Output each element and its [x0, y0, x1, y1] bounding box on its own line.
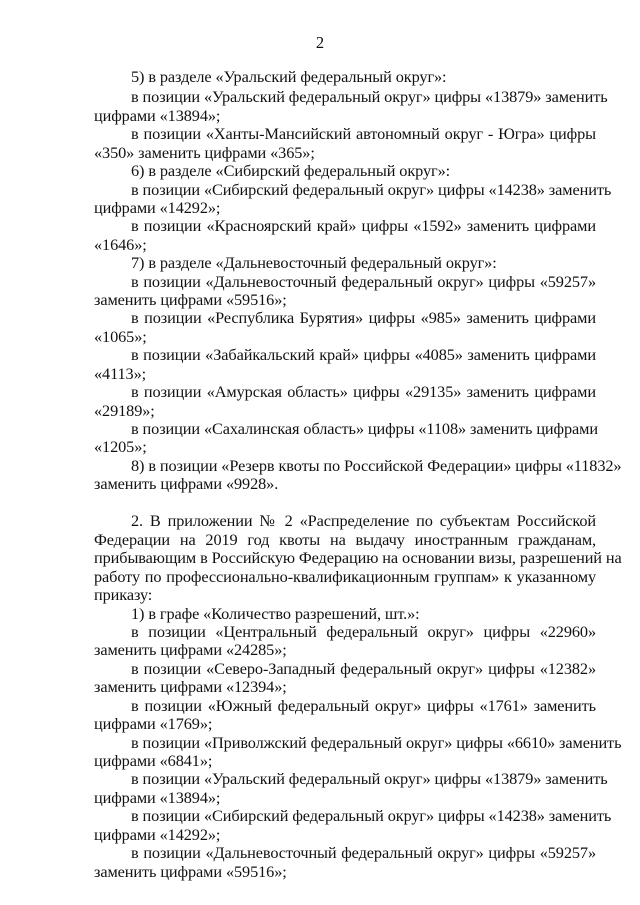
paragraph-line: в позиции «Сибирский федеральный округ» цифры «14238» заменить: [131, 806, 612, 825]
section-2-heading: 2. В приложении № 2 «Распределение по субъектам Российской: [131, 511, 596, 530]
paragraph-line: приказу:: [94, 585, 153, 604]
paragraph-line: в позиции «Республика Бурятия» цифры «985» заменить цифрами: [131, 308, 596, 327]
page-number: 2: [315, 33, 325, 52]
paragraph-line: цифрами «14292»;: [94, 825, 221, 844]
paragraph-line: «1205»;: [94, 437, 147, 456]
paragraph-line: в позиции «Центральный федеральный округ» цифры «22960»: [131, 622, 596, 641]
paragraph-line: в позиции «Дальневосточный федеральный округ» цифры «59257»: [131, 272, 596, 291]
paragraph-line: заменить цифрами «9928».: [94, 474, 279, 493]
paragraph-line: «29189»;: [94, 401, 155, 420]
paragraph-line: заменить цифрами «59516»;: [94, 862, 287, 881]
paragraph-line: в позиции «Красноярский край» цифры «1592» заменить цифрами: [131, 216, 596, 235]
paragraph-line: «4113»;: [94, 364, 147, 383]
paragraph-line: работу по профессионально-квалификационным группам» к указанному: [94, 567, 596, 586]
paragraph-line: в позиции «Сибирский федеральный округ» цифры «14238» заменить: [131, 180, 612, 199]
paragraph-line: в позиции «Забайкальский край» цифры «4085» заменить цифрами: [131, 345, 596, 364]
paragraph-line: в позиции «Уральский федеральный округ» цифры «13879» заменить: [131, 769, 608, 788]
paragraph-line: прибывающим в Российскую Федерацию на основании визы, разрешений на: [94, 548, 622, 567]
paragraph-line: «350» заменить цифрами «365»;: [94, 143, 315, 162]
item-8-line: 8) в позиции «Резерв квоты по Российской Федерации» цифры «11832»: [131, 456, 622, 475]
paragraph-line: в позиции «Сахалинская область» цифры «1108» заменить цифрами: [131, 419, 598, 438]
paragraph-line: в позиции «Северо-Западный федеральный округ» цифры «12382»: [131, 659, 596, 678]
paragraph-line: «1646»;: [94, 235, 147, 254]
paragraph-line: в позиции «Ханты-Мансийский автономный округ - Югра» цифры: [131, 124, 596, 143]
paragraph-line: в позиции «Уральский федеральный округ» цифры «13879» заменить: [131, 87, 608, 106]
paragraph-line: цифрами «13894»;: [94, 106, 221, 125]
paragraph-line: в позиции «Амурская область» цифры «29135» заменить цифрами: [131, 382, 596, 401]
paragraph-line: цифрами «1769»;: [94, 714, 213, 733]
item-7-heading: 7) в разделе «Дальневосточный федеральный округ»:: [131, 253, 497, 272]
section-2-item-1-heading: 1) в графе «Количество разрешений, шт.»:: [131, 604, 420, 623]
paragraph-line: цифрами «13894»;: [94, 788, 221, 807]
item-6-heading: 6) в разделе «Сибирский федеральный округ»:: [131, 161, 451, 180]
paragraph-line: цифрами «6841»;: [94, 751, 213, 770]
paragraph-line: Федерации на 2019 год квоты на выдачу иностранным гражданам,: [94, 530, 596, 549]
paragraph-line: заменить цифрами «24285»;: [94, 640, 287, 659]
item-5-heading: 5) в разделе «Уральский федеральный округ»:: [131, 67, 447, 86]
paragraph-line: «1065»;: [94, 327, 147, 346]
paragraph-line: в позиции «Южный федеральный округ» цифры «1761» заменить: [131, 696, 596, 715]
paragraph-line: заменить цифрами «12394»;: [94, 677, 287, 696]
paragraph-line: заменить цифрами «59516»;: [94, 290, 287, 309]
paragraph-line: цифрами «14292»;: [94, 198, 221, 217]
paragraph-line: в позиции «Приволжский федеральный округ» цифры «6610» заменить: [131, 733, 622, 752]
paragraph-line: в позиции «Дальневосточный федеральный округ» цифры «59257»: [131, 843, 596, 862]
